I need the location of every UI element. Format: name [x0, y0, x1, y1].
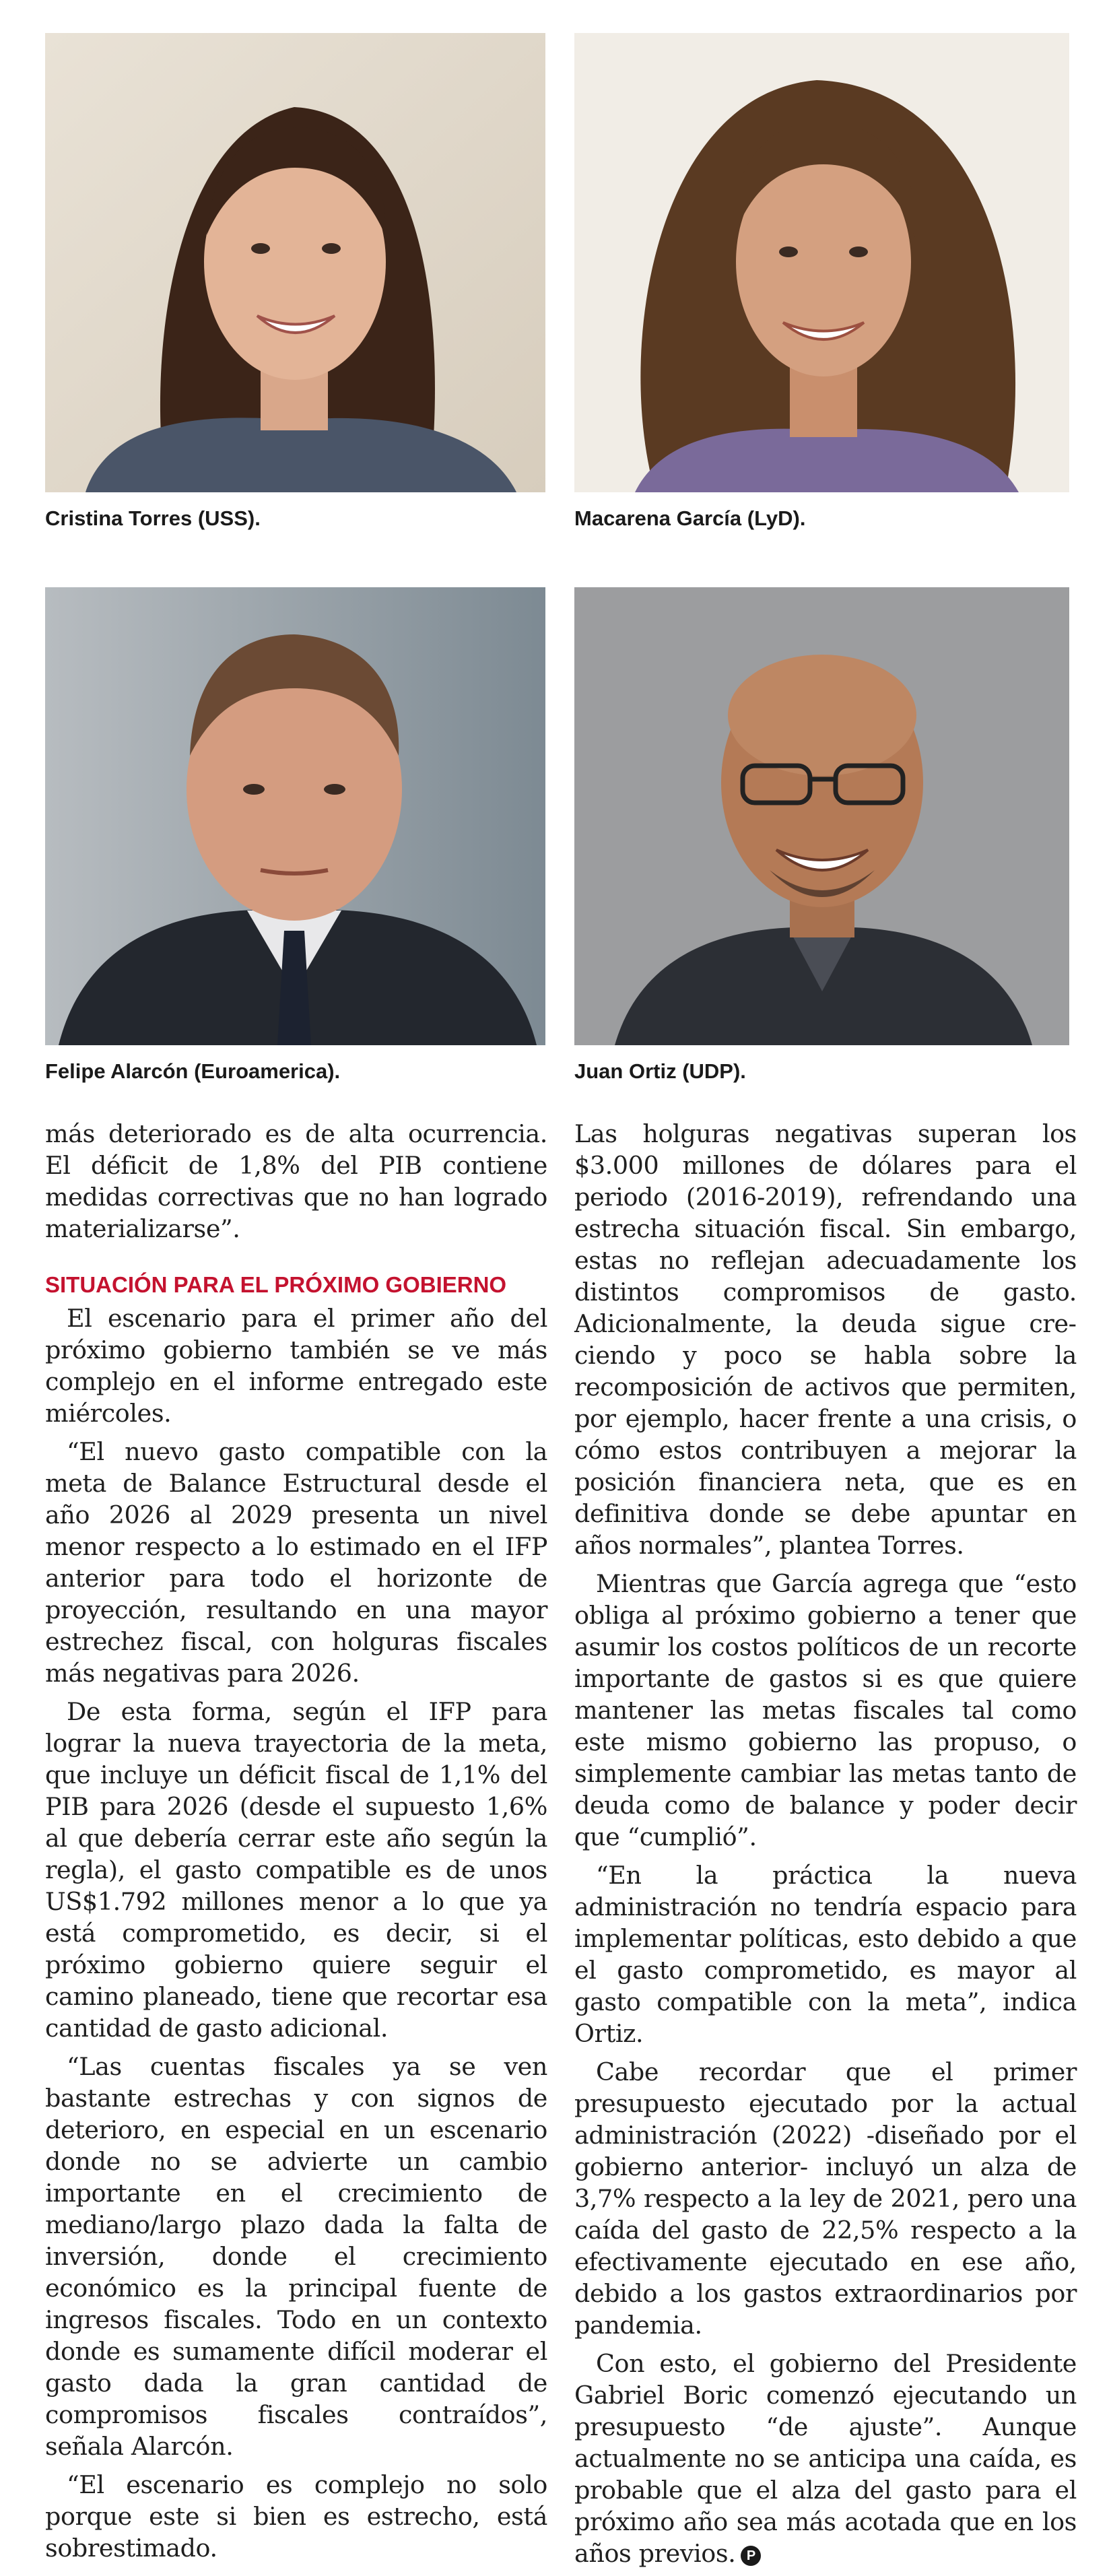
photo-caption: Juan Ortiz (UDP).	[574, 1059, 746, 1083]
photo-juan-ortiz	[574, 587, 1069, 1045]
end-mark-icon: P	[741, 2546, 761, 2566]
photo-caption: Macarena García (LyD).	[574, 506, 806, 530]
paragraph: De esta forma, según el IFP para lograr la nueva trayectoria de la meta, que incluye un déficit fiscal de 1,1% del PIB para 2026 (desde el supuesto 1,6% al que debería cerrar este año según la regla), el gasto compatible es de unos US$1.792 millones menor a lo que ya está comprometido, es decir, si el próximo gobierno quiere seguir el camino planeado, tiene que recortar esa cantidad de gasto adicional.	[45, 1697, 547, 2043]
paragraph-text: Con esto, el gobierno del Presidente Gabriel Boric comenzó ejecutando un presupuesto “de ajuste”. Aunque actualmente no se anticipa una caída, es probable que el alza del gasto para el próximo año sea más acotada que en los años previos.	[574, 2349, 1077, 2568]
section-title: SITUACIÓN PARA EL PRÓXIMO GOBIERNO	[45, 1272, 507, 1297]
photo-caption: Felipe Alarcón (Euroamerica).	[45, 1059, 341, 1083]
paragraph: El escenario para el primer año del próximo gobierno también se ve más complejo en el informe entregado este miércoles.	[45, 1304, 547, 1428]
paragraph: más deteriorado es de alta ocurrencia. El déficit de 1,8% del PIB contiene medidas correctivas que no han logrado materializarse”.	[45, 1119, 547, 1243]
photo-cristina-torres	[45, 33, 545, 492]
paragraph: Cabe recordar que el primer presupuesto ejecutado por la actual administración (2022) -diseñado por el gobierno anterior- incluyó un alza de 3,7% respecto a la ley de 2021, pero una caída del gasto de 22,5% respecto a la efectivamente ejecutado en ese año, debido a los gastos extraordinarios por pandemia.	[574, 2057, 1077, 2340]
photo-macarena-garcia	[574, 33, 1069, 492]
photo-felipe-alarcon	[45, 587, 545, 1045]
paragraph: “El nuevo gasto compatible con la meta de Balance Estructural desde el año 2026 al 2029 presenta un nivel menor respecto a lo estimado en el IFP anterior para todo el horizonte de proyección, resultando en una mayor estrechez fiscal, con holguras fiscales más negativas para 2026.	[45, 1437, 547, 1688]
paragraph: “El escenario es complejo no solo porque este si bien es estrecho, está sobrestimado.	[45, 2470, 547, 2563]
photo-caption: Cristina Torres (USS).	[45, 506, 261, 530]
article-right-column	[574, 1118, 1077, 2576]
paragraph: Las holguras negativas superan los $3.000 millones de dólares para el periodo (2016-2019), refrendando una estrecha situación fiscal. Sin embargo, estas no reflejan adecuadamente los distintos compromisos de gasto. Adicionalmente, la deuda sigue creciendo y poco se habla sobre la recomposición de activos que permiten, por ejemplo, hacer frente a una crisis, o cómo estos contribuyen a mejorar la posición financiera neta, que es en definitiva donde se debe apuntar en años normales”, plantea Torres.	[574, 1119, 1077, 1560]
paragraph: “Las cuentas fiscales ya se ven bastante estrechas y con signos de deterioro, en especial en un escenario donde no se advierte un cambio importante en el crecimiento de mediano/largo plazo dada la falta de inversión, donde el crecimiento económico es la principal fuente de ingresos fiscales. Todo en un contexto donde es sumamente difícil moderar el gasto dada la gran cantidad de compromisos fiscales contraídos”, señala Alarcón.	[45, 2052, 547, 2461]
paragraph: Mientras que García agrega que “esto obliga al próximo gobierno a tener que asumir los costos políticos de un recorte importante de gastos si es que quiere mantener las metas fiscales tal como este mismo gobierno las propuso, o simplemente cambiar las metas tanto de deuda como de balance y poder decir que “cumplió”.	[574, 1569, 1077, 1851]
paragraph	[574, 2348, 1077, 2569]
article-left-column	[45, 1118, 547, 2571]
paragraph: “En la práctica la nueva administración no tendría espacio para implementar políticas, esto debido a que el gasto comprometido, es mayor al gasto compatible con la meta”, indica Ortiz.	[574, 1861, 1077, 2048]
